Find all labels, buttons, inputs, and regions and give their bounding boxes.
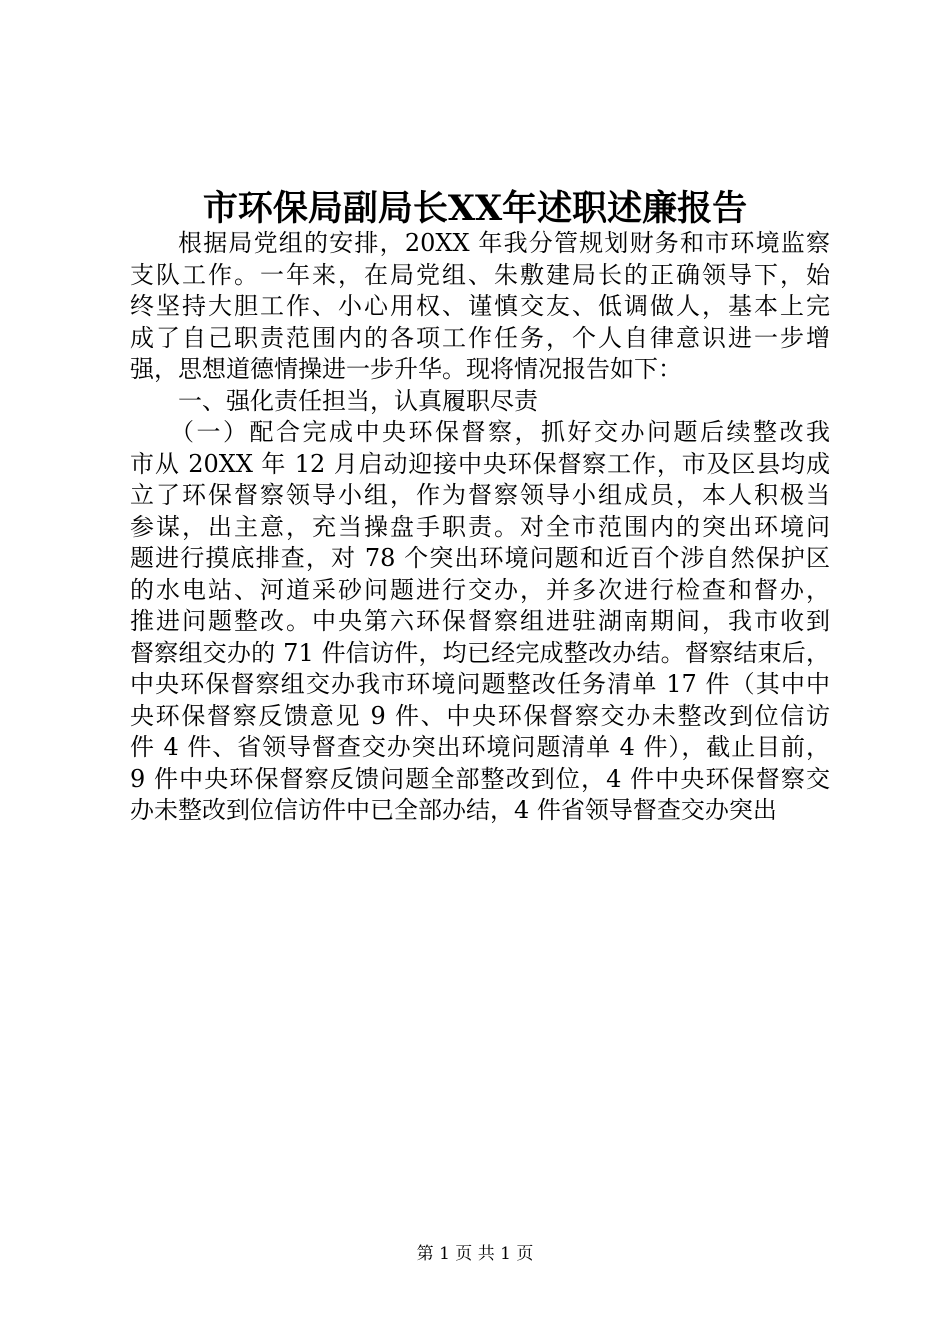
- paragraph-3-line-12: 9 件中央环保督察反馈问题全部整改到位，4 件中央环保督察交: [130, 764, 830, 793]
- paragraph-1-line-2: 支队工作。一年来，在局党组、朱敷建局长的正确领导下，始: [130, 260, 830, 289]
- paragraph-3-line-13: 办未整改到位信访件中已全部办结，4 件省领导督查交办突出: [130, 796, 777, 824]
- paragraph-1-line-1: 根据局党组的安排，20XX 年我分管规划财务和市环境监察: [178, 229, 830, 257]
- paragraph-3-line-9: 中央环保督察组交办我市环境问题整改任务清单 17 件（其中中: [130, 670, 830, 698]
- paragraph-1-line-4: 成了自己职责范围内的各项工作任务，个人自律意识进一步增: [130, 323, 830, 352]
- paragraph-3-line-3: 立了环保督察领导小组，作为督察领导小组成员，本人积极当: [130, 481, 830, 509]
- page-footer: 第 1 页 共 1 页: [416, 1244, 534, 1264]
- paragraph-3-line-4: 参谋，出主意，充当操盘手职责。对全市范围内的突出环境问: [130, 512, 830, 541]
- paragraph-3-line-5: 题进行摸底排查，对 78 个突出环境问题和近百个涉自然保护区: [130, 544, 830, 572]
- paragraph-3-line-2: 市从 20XX 年 12 月启动迎接中央环保督察工作，市及区县均成: [130, 449, 830, 478]
- document-title: 市环保局副局长XX年述职述廉报告: [202, 188, 748, 229]
- paragraph-3-line-6: 的水电站、河道采砂问题进行交办，并多次进行检查和督办，: [130, 575, 830, 604]
- paragraph-1-line-3: 终坚持大胆工作、小心用权、谨慎交友、低调做人，基本上完: [130, 292, 830, 320]
- section-heading-1: 一、强化责任担当，认真履职尽责: [178, 386, 538, 415]
- document-body: [130, 228, 830, 827]
- paragraph-3-line-7: 推进问题整改。中央第六环保督察组进驻湖南期间，我市收到: [130, 607, 830, 635]
- paragraph-3-line-8: 督察组交办的 71 件信访件，均已经完成整改办结。督察结束后，: [130, 638, 830, 667]
- paragraph-1-line-5: 强，思想道德情操进一步升华。现将情况报告如下：: [130, 355, 682, 383]
- paragraph-3-line-1: （一）配合完成中央环保督察，抓好交办问题后续整改我: [170, 418, 830, 446]
- paragraph-3-line-10: 央环保督察反馈意见 9 件、中央环保督察交办未整改到位信访: [130, 701, 830, 730]
- paragraph-3-line-11: 件 4 件、省领导督查交办突出环境问题清单 4 件），截止目前，: [130, 733, 830, 761]
